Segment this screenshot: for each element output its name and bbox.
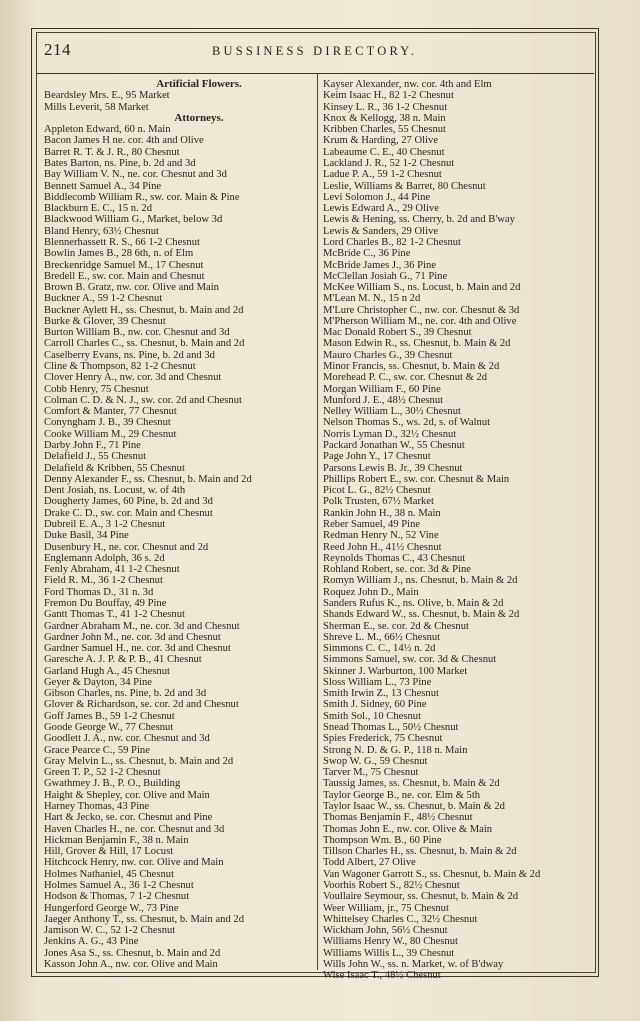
directory-entry: Lord Charles B., 82 1-2 Chesnut: [323, 236, 461, 248]
directory-entry: Munford J. E., 48½ Chesnut: [323, 394, 444, 406]
directory-entry: Wills John W., ss. n. Market, w. of B'dway: [323, 958, 504, 970]
directory-entry: Skinner J. Warburton, 100 Market: [323, 665, 468, 677]
directory-entry: Burke & Glover, 39 Chesnut: [44, 315, 166, 327]
directory-entry: Sherman E., se. cor. 2d & Chesnut: [323, 620, 469, 632]
directory-entry: Kribben Charles, 55 Chesnut: [323, 124, 446, 136]
directory-entry: Packard Jonathan W., 55 Chesnut: [323, 440, 465, 451]
directory-entry: Appleton Edward, 60 n. Main: [44, 124, 171, 136]
directory-entry: Burton William B., nw. cor. Chesnut and 3d: [44, 327, 230, 339]
directory-entry: Field R. M., 36 1-2 Chesnut: [44, 575, 163, 587]
directory-entry: McKee William S., ns. Locust, b. Main and 2d: [323, 282, 521, 294]
directory-entry: Voorhis Robert S., 82½ Chesnut: [323, 879, 460, 891]
directory-entry: Knox & Kellogg, 38 n. Main: [323, 112, 446, 124]
directory-entry: Ladue P. A., 59 1-2 Chesnut: [323, 169, 442, 181]
directory-entry: Polk Trusten, 67½ Market: [323, 496, 434, 508]
directory-entry: McBride James J., 36 Pine: [323, 259, 436, 271]
directory-entry: Reed John H., 41½ Chesnut: [323, 541, 442, 553]
directory-entry: Gwathmey J. B., P. O., Building: [44, 778, 181, 790]
directory-entry: Mills Leverit, 58 Market: [44, 101, 149, 113]
directory-entry: Nelson Thomas S., ws. 2d, s. of Walnut: [323, 417, 491, 429]
directory-entry: Leslie, Williams & Barret, 80 Chesnut: [323, 180, 486, 192]
directory-entry: Redman Henry N., 52 Vine: [323, 530, 439, 542]
directory-entry: Jaeger Anthony T., ss. Chesnut, b. Main and 2d: [44, 913, 244, 925]
directory-entry: Thompson Wm. B., 60 Pine: [323, 834, 442, 846]
directory-entry: Comfort & Manter, 77 Chesnut: [44, 406, 177, 418]
directory-entry: Clover Henry A., nw. cor. 3d and Chesnut: [44, 372, 222, 384]
directory-entry: Krum & Harding, 27 Olive: [323, 135, 439, 147]
directory-entry: Reber Samuel, 49 Pine: [323, 518, 421, 530]
directory-entry: Mauro Charles G., 39 Chesnut: [323, 349, 453, 361]
directory-entry: Grace Pearce C., 59 Pine: [44, 744, 150, 756]
left-column: [44, 79, 314, 969]
directory-entry: Barret R. T. & J. R., 80 Chesnut: [44, 146, 180, 158]
directory-entry: Kasson John A., nw. cor. Olive and Main: [44, 958, 218, 970]
directory-entry: Labeaume C. E., 40 Chesnut: [323, 146, 445, 158]
directory-entry: Denny Alexander F., ss. Chesnut, b. Main and 2d: [44, 473, 252, 485]
directory-entry: Simmons C. C., 14½ n. 2d: [323, 643, 436, 655]
directory-entry: Garland Hugh A., 45 Chesnut: [44, 665, 170, 677]
directory-entry: Cooke William M., 29 Chesnut: [44, 428, 177, 440]
directory-entry: Blackburn E. C., 15 n. 2d: [44, 203, 152, 215]
directory-entry: Blennerhassett R. S., 66 1-2 Chesnut: [44, 236, 200, 248]
directory-entry: Phillips Robert E., sw. cor. Chesnut & Main: [323, 473, 510, 485]
directory-entry: Page John Y., 17 Chesnut: [323, 451, 431, 463]
directory-entry: Fremon Du Bouffay, 49 Pine: [44, 597, 167, 609]
directory-entry: Roquez John D., Main: [323, 586, 419, 598]
directory-entry: Mac Donald Robert S., 39 Chesnut: [323, 327, 472, 339]
directory-entry: Sanders Rufus K., ns. Olive, b. Main & 2d: [323, 597, 504, 609]
directory-entry: Sloss William L., 73 Pine: [323, 676, 432, 688]
directory-entry: Mason Edwin R., ss. Chesnut, b. Main & 2d: [323, 338, 511, 350]
directory-entry: Buckner A., 59 1-2 Chesnut: [44, 293, 163, 305]
directory-entry: Romyn William J., ns. Chesnut, b. Main & 2d: [323, 575, 518, 587]
directory-entry: Ford Thomas D., 31 n. 3d: [44, 586, 154, 598]
directory-entry: Gardner John M., ne. cor. 3d and Chesnut: [44, 631, 221, 643]
directory-entry: Biddlecomb William R., sw. cor. Main & Pine: [44, 191, 240, 203]
directory-entry: Shreve L. M., 66½ Chesnut: [323, 631, 441, 643]
directory-entry: Delafield J., 55 Chesnut: [44, 451, 147, 463]
directory-entry: Levi Solomon J., 44 Pine: [323, 191, 431, 203]
directory-entry: Morehead P. C., sw. cor. Chesnut & 2d: [323, 372, 488, 384]
directory-entry: Van Wagoner Garrott S., ss. Chesnut, b. Main & 2d: [323, 868, 541, 880]
directory-entry: Bredell E., sw. cor. Main and Chesnut: [44, 270, 205, 282]
directory-entry: Jamison W. C., 52 1-2 Chesnut: [44, 925, 176, 937]
directory-entry: Cobb Henry, 75 Chesnut: [44, 383, 149, 395]
directory-entry: Gardner Abraham M., ne. cor. 3d and Chesnut: [44, 620, 240, 632]
directory-entry: Wise Isaac T., 48½ Chesnut: [323, 970, 441, 982]
directory-entry: Conyngham J. B., 39 Chesnut: [44, 417, 171, 429]
directory-entry: Lewis Edward A., 29 Olive: [323, 203, 439, 215]
running-head: BUSSINESS DIRECTORY.: [212, 44, 418, 58]
directory-entry: Gray Melvin L., ss. Chesnut, b. Main and 2d: [44, 755, 234, 767]
directory-entry: Tarver M., 75 Chesnut: [323, 767, 419, 779]
column-divider: [317, 74, 318, 970]
directory-entry: Bates Barton, ns. Pine, b. 2d and 3d: [44, 157, 196, 169]
directory-entry: McClellan Josiah G., 71 Pine: [323, 270, 448, 282]
directory-entry: Taylor Isaac W., ss. Chesnut, b. Main & 2d: [323, 801, 505, 812]
directory-entry: Breckenridge Samuel M., 17 Chesnut: [44, 259, 204, 271]
directory-entry: Keim Isaac H., 82 1-2 Chesnut: [323, 90, 454, 102]
directory-entry: Dent Josiah, ns. Locust, w. of 4th: [44, 485, 186, 497]
section-heading-artificial-flowers: Artificial Flowers.: [156, 78, 242, 90]
directory-entry: Rohland Robert, se. cor. 3d & Pine: [323, 564, 472, 576]
directory-entry: Geyer & Dayton, 34 Pine: [44, 676, 152, 688]
directory-entry: Whittelsey Charles C., 32½ Chesnut: [323, 913, 478, 925]
directory-entry: Bland Henry, 63½ Chesnut: [44, 225, 159, 237]
right-column: [323, 79, 595, 982]
directory-entry: Lewis & Hening, ss. Cherry, b. 2d and B'way: [323, 214, 515, 226]
directory-entry: Buckner Aylett H., ss. Chesnut, b. Main and 2d: [44, 304, 244, 316]
directory-entry: Darby John F., 71 Pine: [44, 440, 141, 451]
directory-entry: Glover & Richardson, se. cor. 2d and Chesnut: [44, 699, 239, 711]
directory-entry: Haven Charles H., ne. cor. Chesnut and 3d: [44, 823, 225, 835]
directory-entry: Goodlett J. A., nw. cor. Chesnut and 3d: [44, 733, 210, 745]
directory-entry: Wickham John, 56½ Chesnut: [323, 925, 448, 937]
directory-entry: Cline & Thompson, 82 1-2 Chesnut: [44, 361, 196, 373]
directory-entry: Goode George W., 77 Chesnut: [44, 722, 174, 734]
directory-entry: Strong N. D. & G. P., 118 n. Main: [323, 744, 468, 756]
artificial-flowers-list: [44, 90, 314, 113]
directory-entry: Snead Thomas L., 50½ Chesnut: [323, 722, 459, 734]
directory-entry: Smith Irwin Z., 13 Chesnut: [323, 688, 439, 700]
directory-entry: Fenly Abraham, 41 1-2 Chesnut: [44, 564, 180, 576]
directory-entry: Tillson Charles H., ss. Chesnut, b. Main & 2d: [323, 846, 517, 858]
directory-entry: Williams Willis L., 39 Chesnut: [323, 947, 455, 959]
directory-entry: Jones Asa S., ss. Chesnut, b. Main and 2d: [44, 947, 221, 959]
directory-entry: Hart & Jecko, se. cor. Chesnut and Pine: [44, 812, 213, 824]
directory-entry: McBride C., 36 Pine: [323, 248, 411, 260]
attorneys-list-right: [323, 79, 595, 982]
directory-entry: Bowlin James B., 28 6th, n. of Elm: [44, 248, 194, 260]
directory-entry: Bacon James H ne. cor. 4th and Olive: [44, 135, 204, 147]
directory-entry: Duke Basil, 34 Pine: [44, 530, 129, 542]
directory-entry: Goff James B., 59 1-2 Chesnut: [44, 710, 175, 722]
directory-entry: Hickman Benjamin F., 38 n. Main: [44, 834, 189, 846]
directory-entry: Gibson Charles, ns. Pine, b. 2d and 3d: [44, 688, 207, 700]
directory-entry: Hitchcock Henry, nw. cor. Olive and Main: [44, 857, 224, 869]
directory-entry: Lackland J. R., 52 1-2 Chesnut: [323, 157, 455, 169]
directory-entry: Gantt Thomas T., 41 1-2 Chesnut: [44, 609, 185, 621]
directory-entry: Voullaire Seymour, ss. Chesnut, b. Main & 2d: [323, 891, 519, 903]
directory-entry: M'Lean M. N., 15 n 2d: [323, 293, 421, 305]
directory-entry: Smith J. Sidney, 60 Pine: [323, 699, 427, 711]
directory-entry: Green T. P., 52 1-2 Chesnut: [44, 767, 161, 779]
directory-entry: Williams Henry W., 80 Chesnut: [323, 936, 458, 948]
directory-entry: Jenkins A. G., 43 Pine: [44, 936, 139, 948]
directory-entry: Drake C. D., sw. cor. Main and Chesnut: [44, 507, 213, 519]
directory-entry: Carroll Charles C., ss. Chesnut, b. Main and 2d: [44, 338, 245, 350]
directory-entry: Taylor George B., ne. cor. Elm & 5th: [323, 789, 481, 801]
directory-entry: Blackwood William G., Market, below 3d: [44, 214, 223, 226]
directory-entry: Taussig James, ss. Chesnut, b. Main & 2d: [323, 778, 500, 790]
directory-entry: Morgan William F., 60 Pine: [323, 383, 441, 395]
directory-entry: Reynolds Thomas C., 43 Chesnut: [323, 552, 466, 564]
directory-entry: M'Lure Christopher C., nw. cor. Chesnut & 3d: [323, 304, 520, 316]
directory-entry: Kayser Alexander, nw. cor. 4th and Elm: [323, 79, 492, 90]
directory-entry: Hill, Grover & Hill, 17 Locust: [44, 846, 174, 858]
header-rule: [36, 73, 594, 74]
directory-entry: Rankin John H., 38 n. Main: [323, 507, 441, 519]
directory-entry: Minor Francis, ss. Chesnut, b. Main & 2d: [323, 361, 500, 373]
directory-entry: Haight & Shepley, cor. Olive and Main: [44, 789, 210, 801]
page-number: 214: [44, 40, 71, 59]
directory-entry: Smith Sol., 10 Chesnut: [323, 710, 422, 722]
directory-entry: Dusenbury H., ne. cor. Chesnut and 2d: [44, 541, 209, 553]
directory-entry: Parsons Lewis B. Jr., 39 Chesnut: [323, 462, 463, 474]
directory-entry: Nelley William L., 30½ Chesnut: [323, 406, 461, 418]
directory-entry: M'Pherson William M., ne. cor. 4th and Olive: [323, 315, 517, 327]
directory-entry: Holmes Samuel A., 36 1-2 Chesnut: [44, 879, 194, 891]
directory-entry: Weer William, jr., 75 Chesnut: [323, 902, 449, 914]
directory-entry: Dubreil E. A., 3 1-2 Chesnut: [44, 518, 166, 530]
attorneys-list-left: [44, 124, 314, 970]
directory-entry: Gardner Samuel H., ne. cor. 3d and Chesnut: [44, 643, 231, 655]
directory-entry: Colman C. D. & N. J., sw. cor. 2d and Chesnut: [44, 394, 242, 406]
directory-entry: Norris Lyman D., 32½ Chesnut: [323, 428, 457, 440]
directory-entry: Todd Albert, 27 Olive: [323, 857, 416, 869]
directory-entry: Dougherty James, 60 Pine, b. 2d and 3d: [44, 496, 213, 508]
directory-entry: Picot L. G., 82½ Chesnut: [323, 485, 431, 497]
directory-entry: Harney Thomas, 43 Pine: [44, 801, 150, 812]
directory-entry: Delafield & Kribben, 55 Chesnut: [44, 462, 185, 474]
directory-entry: Kinsey L. R., 36 1-2 Chesnut: [323, 101, 448, 113]
directory-entry: Hodson & Thomas, 7 1-2 Chesnut: [44, 891, 190, 903]
directory-entry: Simmons Samuel, sw. cor. 3d & Chesnut: [323, 654, 497, 666]
directory-entry: Caselberry Evans, ns. Pine, b. 2d and 3d: [44, 349, 215, 361]
directory-entry: Englemann Adolph, 36 s. 2d: [44, 552, 165, 564]
section-heading-attorneys: Attorneys.: [174, 111, 224, 124]
directory-entry: Holmes Nathaniel, 45 Chesnut: [44, 868, 175, 880]
directory-entry: Garesche A. J. P. & P. B., 41 Chesnut: [44, 654, 202, 666]
directory-entry: Beardsley Mrs. E., 95 Market: [44, 90, 170, 102]
directory-entry: Bennett Samuel A., 34 Pine: [44, 180, 162, 192]
directory-entry: Spies Frederick, 75 Chesnut: [323, 733, 443, 745]
directory-entry: Swop W. G., 59 Chesnut: [323, 755, 428, 767]
directory-entry: Bay William V. N., ne. cor. Chesnut and 3d: [44, 169, 227, 181]
directory-entry: Hungerford George W., 73 Pine: [44, 902, 179, 914]
directory-entry: Lewis & Sanders, 29 Olive: [323, 225, 439, 237]
directory-entry: Thomas John E., nw. cor. Olive & Main: [323, 823, 493, 835]
directory-entry: Thomas Benjamin F., 48½ Chesnut: [323, 812, 473, 824]
directory-entry: Brown B. Gratz, nw. cor. Olive and Main: [44, 282, 219, 294]
directory-entry: Shands Edward W., ss. Chesnut, b. Main & 2d: [323, 609, 520, 621]
